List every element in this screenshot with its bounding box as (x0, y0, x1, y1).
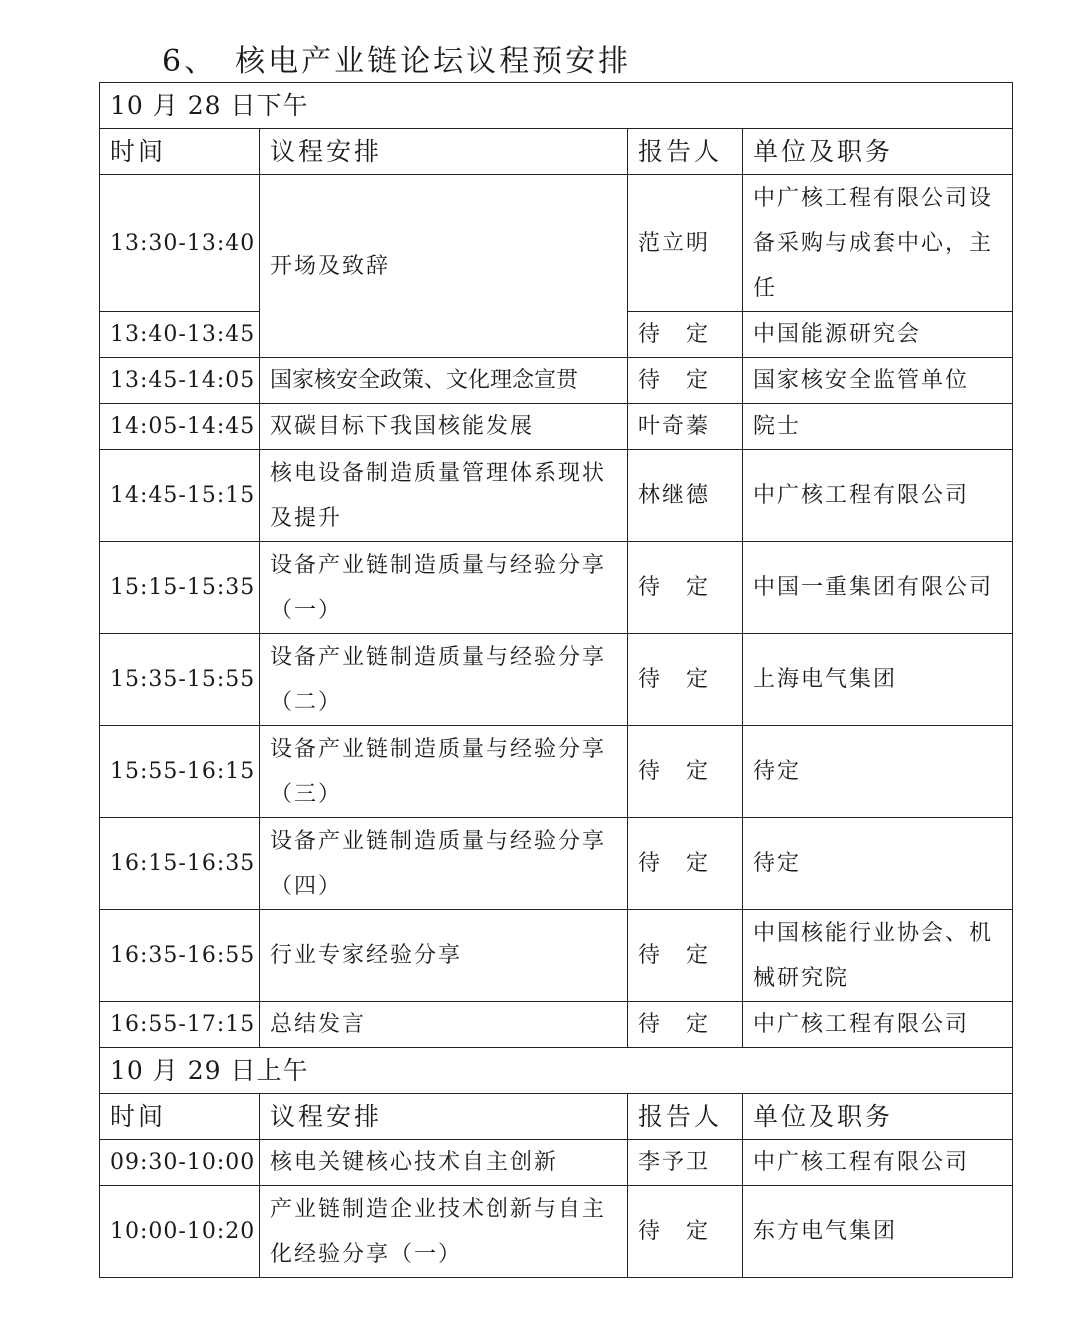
table-row (100, 1140, 1013, 1186)
row-org: 中广核工程有限公司 (743, 450, 1013, 542)
row-topic: 国家核安全政策、文化理念宣贯 (260, 358, 628, 404)
header-topic: 议程安排 (260, 1094, 628, 1140)
column-header-row (100, 129, 1013, 175)
row-time: 15:35-15:55 (100, 634, 260, 726)
row-time: 13:45-14:05 (100, 358, 260, 404)
row-speaker: 待 定 (628, 726, 743, 818)
row-org: 中广核工程有限公司 (743, 1002, 1013, 1048)
header-topic: 议程安排 (260, 129, 628, 175)
row-speaker: 待 定 (628, 312, 743, 358)
agenda-table (99, 82, 1013, 1278)
row-org: 院士 (743, 404, 1013, 450)
title-text: 核电产业链论坛议程预安排 (235, 44, 632, 79)
row-org: 国家核安全监管单位 (743, 358, 1013, 404)
row-org: 待定 (743, 818, 1013, 910)
row-time: 13:40-13:45 (100, 312, 260, 358)
table-row (100, 404, 1013, 450)
row-time: 15:15-15:35 (100, 542, 260, 634)
section-number: 6、 (162, 44, 218, 79)
session-date: 10 月 28 日下午 (100, 83, 1013, 129)
row-speaker: 待 定 (628, 542, 743, 634)
row-speaker: 林继德 (628, 450, 743, 542)
row-time: 14:45-15:15 (100, 450, 260, 542)
row-time: 16:35-16:55 (100, 910, 260, 1002)
column-header-row (100, 1094, 1013, 1140)
row-org: 中国能源研究会 (743, 312, 1013, 358)
row-topic: 开场及致辞 (260, 175, 628, 358)
header-speaker: 报告人 (628, 1094, 743, 1140)
table-row (100, 1002, 1013, 1048)
table-row (100, 358, 1013, 404)
table-row (100, 634, 1013, 726)
row-topic: 行业专家经验分享 (260, 910, 628, 1002)
row-time: 10:00-10:20 (100, 1186, 260, 1278)
row-org: 东方电气集团 (743, 1186, 1013, 1278)
row-time: 14:05-14:45 (100, 404, 260, 450)
table-row (100, 726, 1013, 818)
row-topic: 总结发言 (260, 1002, 628, 1048)
row-topic: 设备产业链制造质量与经验分享（四） (260, 818, 628, 910)
row-topic: 设备产业链制造质量与经验分享（三） (260, 726, 628, 818)
row-time: 13:30-13:40 (100, 175, 260, 312)
row-org: 上海电气集团 (743, 634, 1013, 726)
table-row (100, 818, 1013, 910)
row-topic: 核电关键核心技术自主创新 (260, 1140, 628, 1186)
document-title (162, 40, 631, 84)
session-header-row (100, 1048, 1013, 1094)
row-topic: 产业链制造企业技术创新与自主化经验分享（一） (260, 1186, 628, 1278)
row-topic: 设备产业链制造质量与经验分享（二） (260, 634, 628, 726)
session-header-row (100, 83, 1013, 129)
row-speaker: 待 定 (628, 1186, 743, 1278)
row-speaker: 李予卫 (628, 1140, 743, 1186)
row-time: 16:55-17:15 (100, 1002, 260, 1048)
row-time: 16:15-16:35 (100, 818, 260, 910)
row-org: 中国一重集团有限公司 (743, 542, 1013, 634)
row-speaker: 范立明 (628, 175, 743, 312)
row-topic: 设备产业链制造质量与经验分享（一） (260, 542, 628, 634)
header-org: 单位及职务 (743, 129, 1013, 175)
table-row (100, 1186, 1013, 1278)
row-time: 15:55-16:15 (100, 726, 260, 818)
row-topic: 核电设备制造质量管理体系现状及提升 (260, 450, 628, 542)
row-org: 中国核能行业协会、机械研究院 (743, 910, 1013, 1002)
row-speaker: 叶奇蓁 (628, 404, 743, 450)
row-speaker: 待 定 (628, 818, 743, 910)
row-speaker: 待 定 (628, 634, 743, 726)
row-org: 中广核工程有限公司设备采购与成套中心，主任 (743, 175, 1013, 312)
table-row (100, 175, 1013, 312)
header-time: 时间 (100, 129, 260, 175)
header-time: 时间 (100, 1094, 260, 1140)
row-time: 09:30-10:00 (100, 1140, 260, 1186)
row-org: 待定 (743, 726, 1013, 818)
row-topic: 双碳目标下我国核能发展 (260, 404, 628, 450)
table-row (100, 542, 1013, 634)
table-row (100, 910, 1013, 1002)
row-speaker: 待 定 (628, 910, 743, 1002)
header-speaker: 报告人 (628, 129, 743, 175)
table-row (100, 450, 1013, 542)
session-date: 10 月 29 日上午 (100, 1048, 1013, 1094)
row-speaker: 待 定 (628, 358, 743, 404)
row-speaker: 待 定 (628, 1002, 743, 1048)
row-org: 中广核工程有限公司 (743, 1140, 1013, 1186)
header-org: 单位及职务 (743, 1094, 1013, 1140)
